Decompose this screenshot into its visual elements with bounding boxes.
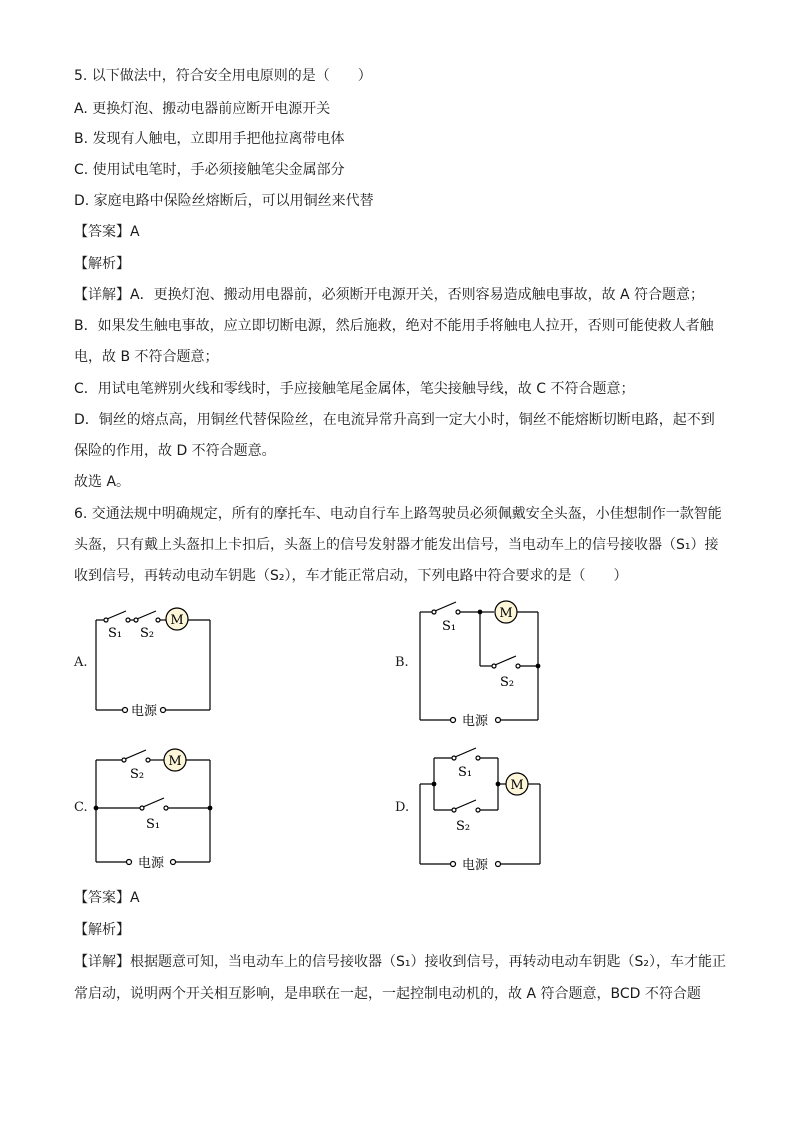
diagram-b-s2: S₂ bbox=[500, 675, 515, 690]
diagram-c-s2: S₂ bbox=[130, 767, 145, 782]
diagram-a-source: 电源 bbox=[130, 704, 158, 719]
diagram-c-source: 电源 bbox=[137, 856, 165, 870]
q5-stem: 5. 以下做法中，符合安全用电原则的是（ ） bbox=[74, 68, 372, 84]
answer-tag: 【答案】 bbox=[74, 224, 130, 240]
diagram-a-label: A. bbox=[74, 655, 88, 670]
diagram-b-s1: S₁ bbox=[442, 619, 457, 634]
diagram-a-motor: M bbox=[170, 613, 184, 628]
q5-detail-5: D．铜丝的熔点高，用铜丝代替保险丝，在电流异常升高到一定大小时，铜丝不能熔断切断电路，起不到 bbox=[74, 412, 715, 428]
q5-detail-2: B．如果发生触电事故，应立即切断电源，然后施救，绝对不能用手将触电人拉开，否则可能使救人者触 bbox=[74, 318, 714, 334]
diagram-c-s1: S₁ bbox=[146, 817, 161, 832]
diagram-d-source: 电源 bbox=[461, 858, 489, 872]
q5-detail-6: 保险的作用，故 D 不符合题意。 bbox=[74, 443, 276, 459]
answer-value: A bbox=[130, 224, 140, 240]
q6-stem-3: 收到信号，再转动电动车钥匙（S₂），车才能正常启动，下列电路中符合要求的是（ ） bbox=[74, 568, 628, 584]
q5-detail-7: 故选 A。 bbox=[74, 474, 131, 490]
diagram-b-label: B. bbox=[395, 655, 409, 670]
answer-tag: 【答案】 bbox=[74, 890, 130, 906]
diagram-a-s2: S₂ bbox=[140, 626, 155, 641]
diagram-d-s1: S₁ bbox=[458, 765, 473, 780]
q5-detail-3: 电，故 B 不符合题意； bbox=[74, 349, 219, 365]
q6-stem-2: 头盔，只有戴上头盔扣上卡扣后，头盔上的信号发射器才能发出信号，当电动车上的信号接收器（S₁）接 bbox=[74, 537, 719, 553]
q5-analysis-tag: 【解析】 bbox=[74, 256, 130, 272]
diagram-c-motor: M bbox=[168, 754, 182, 769]
diagram-b-source: 电源 bbox=[461, 714, 489, 728]
q5-option-d: D. 家庭电路中保险丝熔断后，可以用铜丝来代替 bbox=[74, 193, 374, 209]
q6-detail-1: 【详解】根据题意可知，当电动车上的信号接收器（S₁）接收到信号，再转动电动车钥匙（S₂），车才能正 bbox=[74, 954, 726, 970]
q6-stem-1: 6. 交通法规中明确规定，所有的摩托车、电动自行车上路驾驶员必须佩戴安全头盔，小佳想制作一款智能 bbox=[74, 506, 722, 522]
q5-detail-4: C．用试电笔辨别火线和零线时，手应接触笔尾金属体，笔尖接触导线，故 C 不符合题意； bbox=[74, 381, 635, 397]
q5-detail-1: 【详解】A．更换灯泡、搬动用电器前，必须断开电源开关，否则容易造成触电事故，故 A 符合题意； bbox=[74, 287, 705, 303]
answer-value: A bbox=[130, 890, 140, 906]
circuit-diagram-b bbox=[412, 596, 552, 728]
q5-option-b: B. 发现有人触电，立即用手把他拉离带电体 bbox=[74, 131, 345, 147]
diagram-d-label: D. bbox=[395, 800, 410, 815]
diagram-a-s1: S₁ bbox=[108, 626, 123, 641]
diagram-b-motor: M bbox=[499, 606, 513, 621]
q6-answer bbox=[74, 888, 140, 908]
q6-detail-2: 常启动，说明两个开关相互影响，是串联在一起，一起控制电动机的，故 A 符合题意，BCD 不符合题 bbox=[74, 986, 701, 1002]
diagram-d-s2: S₂ bbox=[456, 819, 471, 834]
circuit-diagram-d bbox=[412, 740, 552, 872]
q6-analysis-tag: 【解析】 bbox=[74, 922, 130, 938]
diagram-c-label: C. bbox=[74, 800, 88, 815]
q5-option-c: C. 使用试电笔时，手必须接触笔尖金属部分 bbox=[74, 162, 345, 178]
diagram-d-motor: M bbox=[510, 778, 524, 793]
q5-answer bbox=[74, 222, 140, 242]
circuit-diagram-c bbox=[88, 744, 222, 870]
q5-option-a: A. 更换灯泡、搬动电器前应断开电源开关 bbox=[74, 101, 331, 117]
circuit-diagram-a bbox=[90, 600, 220, 720]
